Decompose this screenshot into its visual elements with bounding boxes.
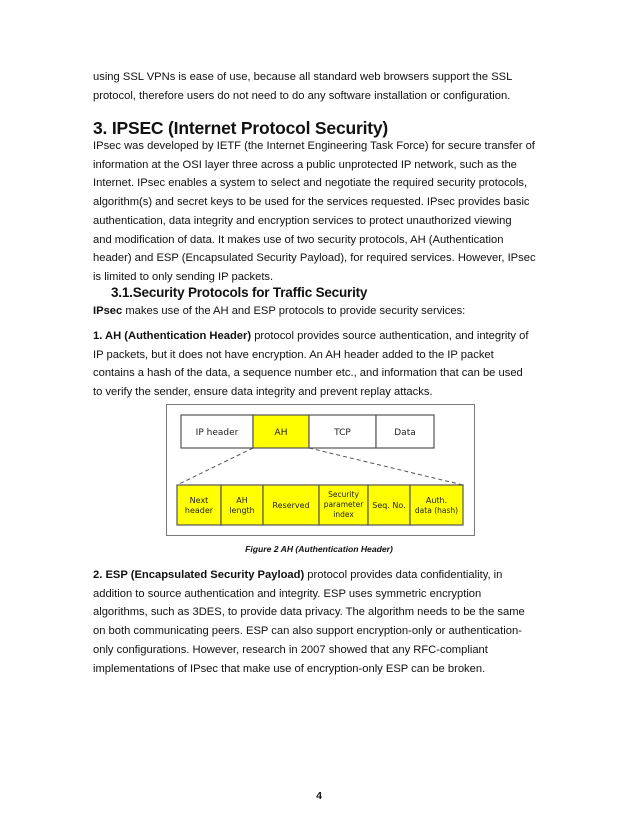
ipsec-term: IPsec bbox=[93, 305, 123, 317]
section-3-heading: 3. IPSEC (Internet Protocol Security) bbox=[93, 118, 389, 138]
ah-diagram-svg bbox=[167, 405, 474, 535]
ip-header-label: IP header bbox=[195, 428, 239, 438]
next-header-field bbox=[177, 485, 221, 525]
paragraph-line: protocol provides data confidentiality, in bbox=[304, 569, 503, 581]
field-label: Reserved bbox=[272, 501, 310, 510]
paragraph-line: header) and ESP (Encapsulated Security Payload), for required services. However, IPsec bbox=[93, 252, 536, 265]
tcp-label: TCP bbox=[334, 428, 351, 438]
field-label: index bbox=[333, 510, 354, 519]
field-label: AH bbox=[236, 496, 248, 505]
intro-line: protocol, therefore users do not need to do any software installation or configuration. bbox=[93, 89, 511, 102]
intro-rest: makes use of the AH and ESP protocols to provide security services: bbox=[122, 305, 466, 317]
paragraph-line: authentication, data integrity and encryption services to protect unauthorized viewing bbox=[93, 214, 512, 227]
paragraph-line: IPsec was developed by IETF (the Internet Engineering Task Force) for secure transfer of bbox=[93, 140, 535, 152]
field-label: length bbox=[229, 506, 255, 515]
figure-caption: Figure 2 AH (Authentication Header) bbox=[245, 544, 393, 554]
intro-paragraph bbox=[93, 68, 548, 105]
paragraph-line: implementations of IPsec that make use of encryption-only ESP can be broken. bbox=[93, 662, 486, 675]
paragraph-line: IP packets, but it does not have encryption. An AH header added to the IP packet bbox=[93, 348, 494, 361]
paragraph-line: information at the OSI layer three across a public unprotected IP network, such as the bbox=[93, 158, 517, 171]
field-label: header bbox=[184, 506, 214, 515]
paragraph-line: on both communicating peers. ESP can also support encryption-only or authentication- bbox=[93, 625, 522, 638]
field-label: Seq. No. bbox=[372, 501, 406, 510]
field-label: Next bbox=[189, 496, 209, 505]
field-label: Security bbox=[328, 490, 359, 499]
paragraph-line: algorithms, such as 3DES, to provide data privacy. The algorithm needs to be the same bbox=[93, 606, 525, 619]
section-3-1-intro bbox=[93, 302, 548, 321]
page-number: 4 bbox=[316, 790, 322, 802]
ah-title: 1. AH (Authentication Header) bbox=[93, 330, 252, 342]
esp-paragraph bbox=[93, 566, 548, 678]
intro-line: using SSL VPNs is ease of use, because all standard web browsers support the SSL bbox=[93, 71, 513, 83]
ah-length-field bbox=[221, 485, 263, 525]
esp-title: 2. ESP (Encapsulated Security Payload) bbox=[93, 569, 305, 581]
paragraph-line: protocol provides source authentication, and integrity of bbox=[251, 330, 529, 342]
paragraph-line: Internet. IPsec enables a system to select and negotiate the required security protocols, bbox=[93, 177, 528, 190]
section-3-paragraph bbox=[93, 137, 548, 287]
paragraph-line: is limited to only sending IP packets. bbox=[93, 270, 274, 283]
section-3-1-heading: 3.1.Security Protocols for Traffic Security bbox=[111, 285, 368, 300]
paragraph-line: addition to source authentication and integrity. ESP uses symmetric encryption bbox=[93, 587, 482, 600]
paragraph-line: contains a hash of the data, a sequence number etc., and information that can be used bbox=[93, 367, 523, 380]
paragraph-line: only configurations. However, research in 2007 showed that any RFC-compliant bbox=[93, 643, 488, 656]
data-label: Data bbox=[394, 428, 416, 438]
paragraph-line: and modification of data. It makes use of two security protocols, AH (Authentication bbox=[93, 233, 504, 246]
paragraph-line: to verify the sender, ensure data integrity and prevent replay attacks. bbox=[93, 386, 433, 399]
expand-line-left bbox=[177, 448, 253, 485]
ah-label: AH bbox=[274, 428, 288, 438]
paragraph-line: algorithm(s) and secret keys to be used for the services requested. IPsec provides basic bbox=[93, 196, 530, 209]
field-label: data (hash) bbox=[414, 506, 459, 515]
field-label: Auth. bbox=[425, 496, 448, 505]
auth-data-field bbox=[410, 485, 463, 525]
ah-packet-diagram bbox=[166, 404, 475, 536]
expand-line-right bbox=[309, 448, 463, 485]
field-label: parameter bbox=[323, 500, 364, 509]
ah-paragraph bbox=[93, 327, 548, 402]
